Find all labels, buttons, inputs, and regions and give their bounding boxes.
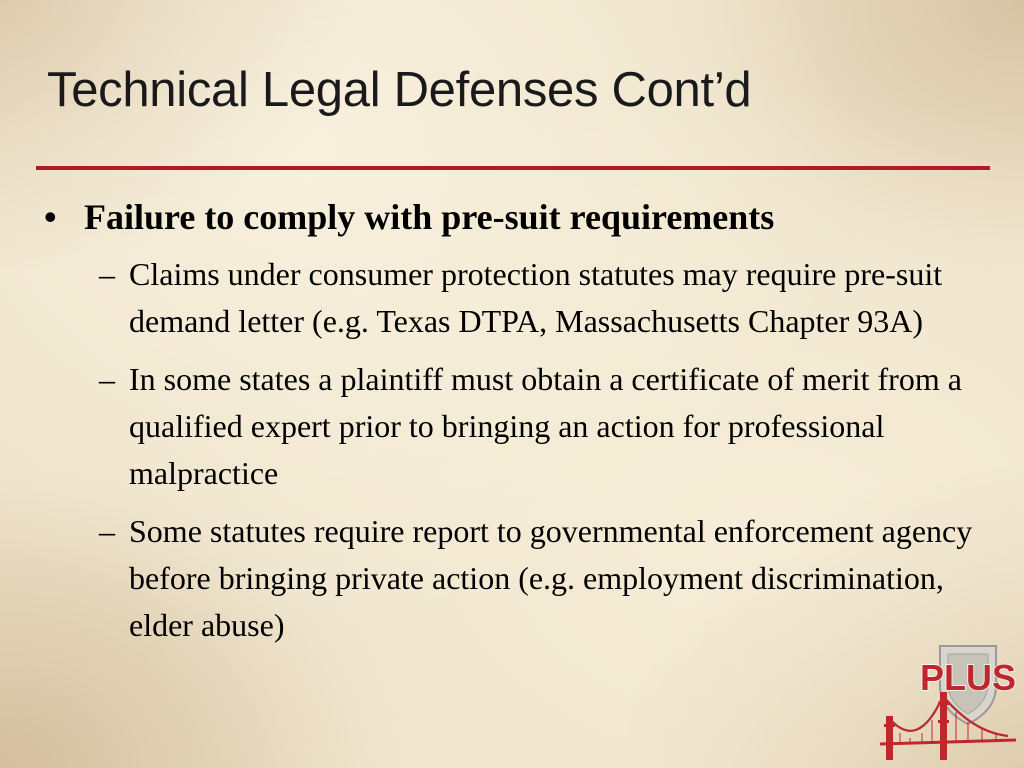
sub-bullet-marker: – [99,256,115,293]
bullet-text: Failure to comply with pre-suit requirements [84,197,775,237]
sub-bullet-list [99,251,974,649]
golden-gate-bridge-icon [880,692,1016,760]
sub-bullet-item [99,356,974,497]
slide-title: Technical Legal Defenses Cont’d [47,63,752,117]
bullet-marker: • [44,197,57,237]
title-divider [36,166,990,170]
logo-text: PLUS [920,657,1017,698]
sub-bullet-text: Claims under consumer protection statutes may require pre-suit demand letter (e.g. Texas DTPA, Massachusetts Chapter 93A) [129,256,943,340]
sub-bullet-item [99,508,974,649]
sub-bullet-text: In some states a plaintiff must obtain a certificate of merit from a qualified expert prior to bringing an action for professional malpractice [129,361,962,492]
sub-bullet-text: Some statutes require report to governmental enforcement agency before bringing private action (e.g. employment discrimination, elder abuse) [129,513,973,644]
plus-logo [878,640,1018,762]
bullet-item [44,196,974,239]
sub-bullet-marker: – [99,513,115,550]
sub-bullet-item [99,251,974,345]
sub-bullet-marker: – [99,361,115,398]
slide-content [44,196,974,660]
